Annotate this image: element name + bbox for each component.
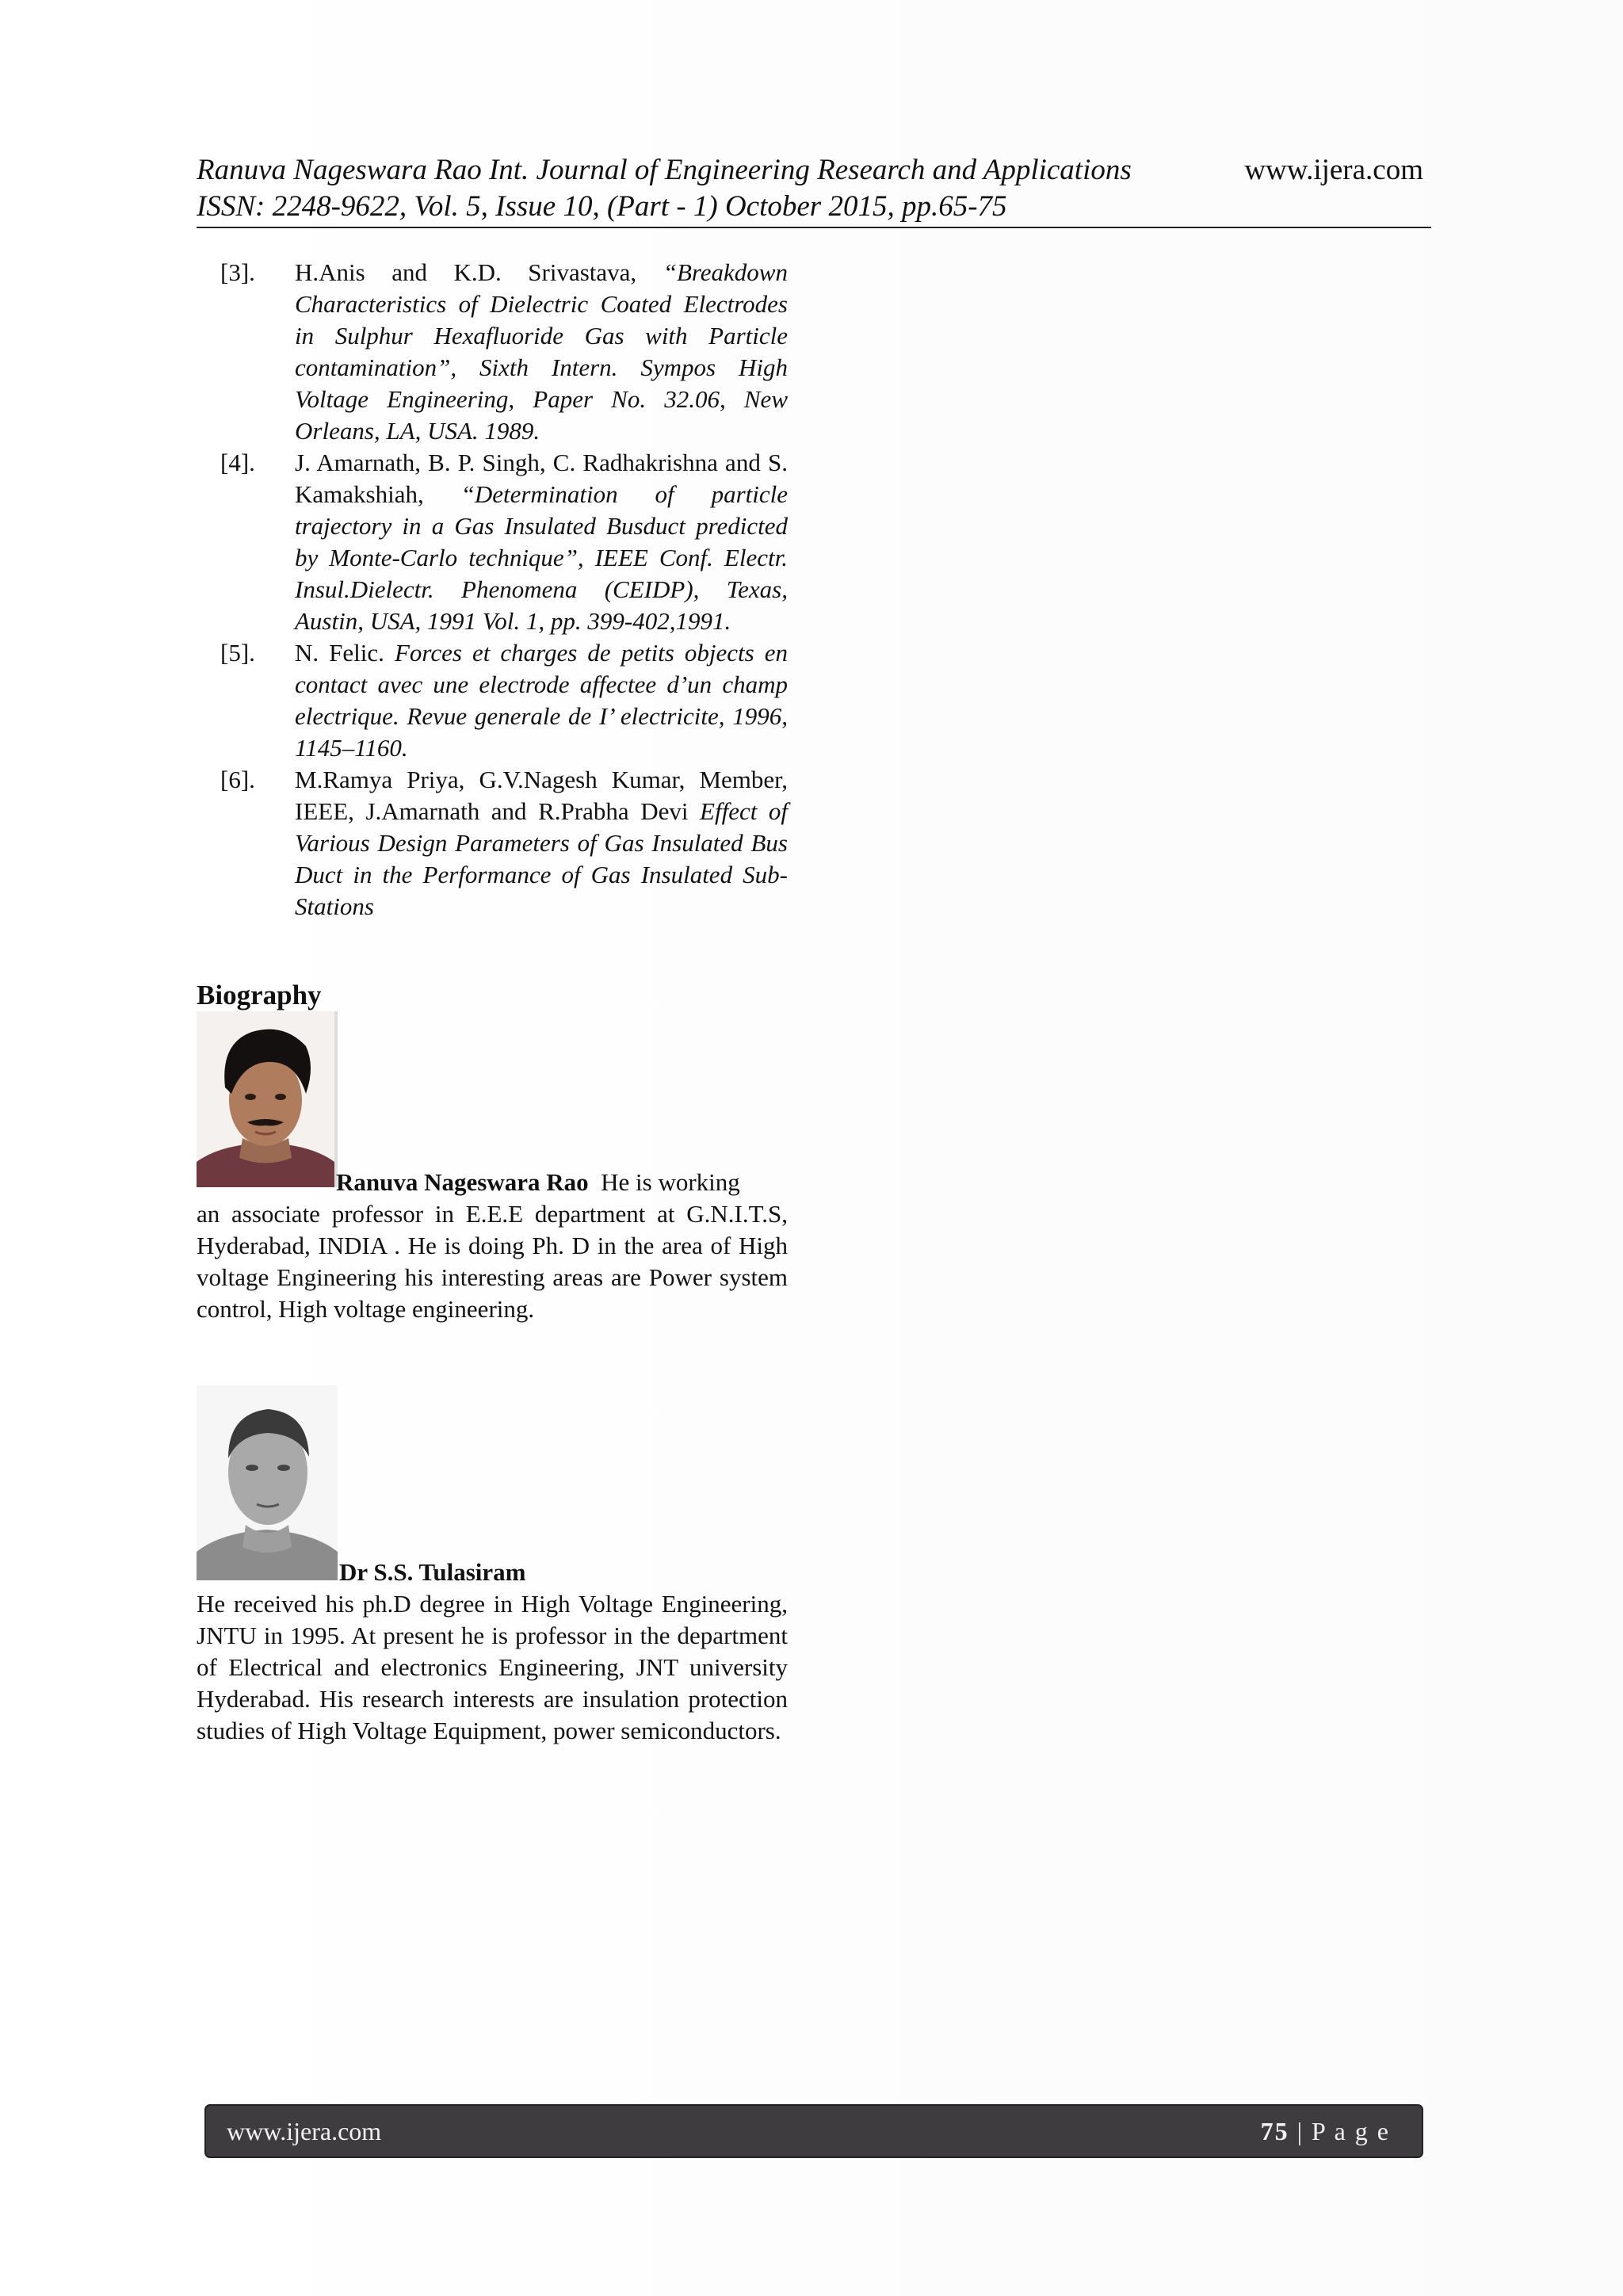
- author-photo-1: [197, 1011, 338, 1187]
- reference-text: [295, 764, 788, 923]
- page-indicator: [1261, 2106, 1390, 2157]
- reference-authors: J. Amarnath, B. P. Singh, C. Radhakrishna and S. Kamakshiah,: [295, 449, 788, 508]
- page-label: | P a g e: [1289, 2117, 1390, 2145]
- reference-item: [197, 764, 788, 923]
- page-footer: [204, 2104, 1423, 2158]
- reference-item: [197, 447, 788, 637]
- reference-text: [295, 637, 788, 764]
- reference-number: [3].: [220, 258, 255, 286]
- reference-title: Effect of Various Design Parameters of Gas Insulated Bus Duct in the Performance of Gas Insulated Sub-Stations: [295, 797, 789, 920]
- reference-item: [197, 637, 788, 764]
- bio-2-text: He received his ph.D degree in High Voltage Engineering, JNTU in 1995. At present he is professor in the department of Electrical and electronics Engineering, JNT university Hyderabad. His research interests are insulation protection studies of High Voltage Equipment, power semiconductors.: [197, 1590, 788, 1744]
- issn-line: ISSN: 2248-9622, Vol. 5, Issue 10, (Part - 1) October 2015, pp.65-75: [197, 190, 1007, 223]
- reference-title: “Breakdown Characteristics of Dielectric Coated Electrodes in Sulphur Hexafluoride Gas with Particle contamination”, Sixth Intern. Sympos High Voltage Engineering, Paper No. 32.06, New Orleans, LA, USA. 1989.: [295, 258, 788, 445]
- reference-list: [197, 257, 788, 923]
- journal-title: Ranuva Nageswara Rao Int. Journal of Engineering Research and Applications: [197, 154, 1132, 186]
- reference-authors: H.Anis and K.D. Srivastava,: [295, 258, 663, 286]
- header-website-link[interactable]: www.ijera.com: [1244, 154, 1423, 186]
- footer-website-link[interactable]: www.ijera.com: [227, 2117, 382, 2145]
- bio-1-heading: [336, 1167, 740, 1198]
- bio-1-text: an associate professor in E.E.E department at G.N.I.T.S, Hyderabad, INDIA . He is doing Ph. D in the area of High voltage Engineering his interesting areas are Power system control, High voltage engineering.: [197, 1200, 788, 1323]
- reference-authors: N. Felic.: [295, 639, 395, 667]
- reference-text: [295, 447, 788, 637]
- reference-number: [4].: [220, 449, 255, 476]
- author-photo-2: [197, 1385, 338, 1580]
- reference-authors: M.Ramya Priya, G.V.Nagesh Kumar, Member, IEEE, J.Amarnath and R.Prabha Devi: [295, 766, 788, 825]
- header-divider: [197, 227, 1431, 228]
- reference-number: [5].: [220, 639, 255, 667]
- running-header: [197, 152, 1431, 225]
- bio-1-name: Ranuva Nageswara Rao: [336, 1168, 589, 1196]
- reference-item: [197, 257, 788, 447]
- bio-1-lead: He is working: [601, 1168, 740, 1196]
- bio-2-name: Dr S.S. Tulasiram: [339, 1558, 526, 1586]
- page-number: 75: [1260, 2117, 1289, 2145]
- reference-title: “Determination of particle trajectory in a Gas Insulated Busduct predicted by Monte-Carlo technique”, IEEE Conf. Electr. Insul.Dielectr. Phenomena (CEIDP), Texas, Austin, USA, 1991 Vol. 1, pp. 399-402,1991.: [295, 480, 788, 635]
- reference-text: [295, 257, 788, 447]
- biography-heading: Biography: [197, 980, 322, 1010]
- reference-number: [6].: [220, 766, 255, 793]
- reference-title: Forces et charges de petits objects en contact avec une electrode affectee d’un champ electrique. Revue generale de I’ electricite, 1996, 1145–1160.: [295, 639, 789, 762]
